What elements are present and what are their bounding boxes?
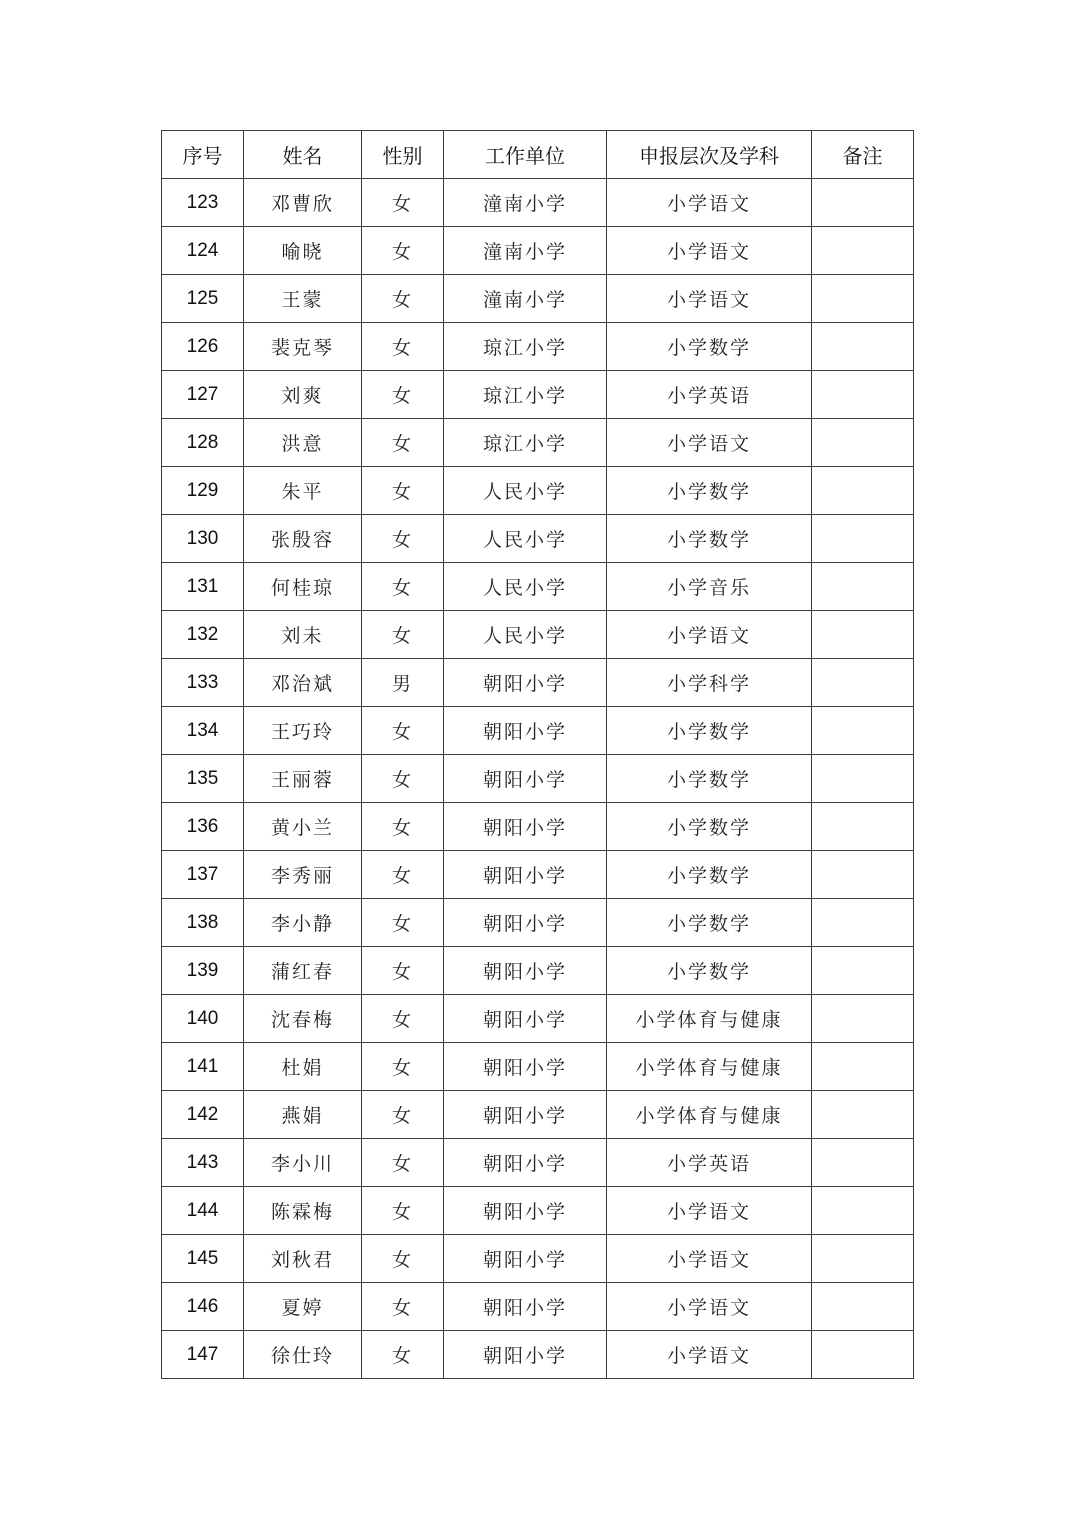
cell-name: 燕娟 [244,1091,362,1139]
cell-serial-number: 129 [162,467,244,515]
table-row [162,995,914,1043]
cell-level-subject: 小学数学 [607,947,812,995]
cell-remarks [812,227,914,275]
cell-serial-number: 132 [162,611,244,659]
header-row [162,131,914,179]
header-name: 姓名 [244,131,362,179]
table-body [162,179,914,1379]
header-level-subject: 申报层次及学科 [607,131,812,179]
cell-work-unit: 朝阳小学 [444,707,607,755]
cell-gender: 女 [362,371,444,419]
cell-remarks [812,1043,914,1091]
cell-level-subject: 小学语文 [607,1187,812,1235]
cell-gender: 女 [362,179,444,227]
cell-gender: 女 [362,755,444,803]
cell-work-unit: 朝阳小学 [444,947,607,995]
header-serial-number: 序号 [162,131,244,179]
cell-serial-number: 126 [162,323,244,371]
cell-name: 王巧玲 [244,707,362,755]
cell-gender: 女 [362,995,444,1043]
cell-gender: 女 [362,1091,444,1139]
cell-work-unit: 人民小学 [444,467,607,515]
cell-remarks [812,947,914,995]
cell-work-unit: 朝阳小学 [444,1235,607,1283]
cell-name: 邓治斌 [244,659,362,707]
cell-level-subject: 小学数学 [607,707,812,755]
cell-work-unit: 朝阳小学 [444,1331,607,1379]
table-row [162,947,914,995]
cell-work-unit: 人民小学 [444,563,607,611]
cell-work-unit: 人民小学 [444,611,607,659]
table-row [162,851,914,899]
cell-level-subject: 小学体育与健康 [607,1043,812,1091]
cell-level-subject: 小学英语 [607,1139,812,1187]
cell-name: 李小静 [244,899,362,947]
table-row [162,275,914,323]
cell-serial-number: 124 [162,227,244,275]
cell-remarks [812,803,914,851]
cell-serial-number: 127 [162,371,244,419]
cell-gender: 女 [362,611,444,659]
cell-serial-number: 136 [162,803,244,851]
cell-name: 刘爽 [244,371,362,419]
cell-name: 朱平 [244,467,362,515]
cell-gender: 女 [362,707,444,755]
cell-remarks [812,659,914,707]
header-work-unit: 工作单位 [444,131,607,179]
cell-gender: 女 [362,803,444,851]
cell-level-subject: 小学语文 [607,179,812,227]
cell-name: 何桂琼 [244,563,362,611]
cell-remarks [812,275,914,323]
table-row [162,899,914,947]
cell-level-subject: 小学语文 [607,611,812,659]
cell-level-subject: 小学数学 [607,467,812,515]
table-row [162,1283,914,1331]
cell-gender: 女 [362,1235,444,1283]
cell-work-unit: 朝阳小学 [444,1283,607,1331]
cell-level-subject: 小学数学 [607,515,812,563]
cell-name: 沈春梅 [244,995,362,1043]
cell-level-subject: 小学语文 [607,1331,812,1379]
cell-level-subject: 小学英语 [607,371,812,419]
cell-name: 张殷容 [244,515,362,563]
cell-level-subject: 小学数学 [607,755,812,803]
cell-gender: 女 [362,419,444,467]
table-row [162,611,914,659]
table-row [162,1091,914,1139]
table-row [162,227,914,275]
cell-remarks [812,1091,914,1139]
cell-level-subject: 小学数学 [607,803,812,851]
cell-gender: 女 [362,899,444,947]
table-row [162,419,914,467]
cell-serial-number: 138 [162,899,244,947]
cell-serial-number: 141 [162,1043,244,1091]
cell-level-subject: 小学数学 [607,899,812,947]
cell-work-unit: 潼南小学 [444,227,607,275]
cell-serial-number: 137 [162,851,244,899]
cell-remarks [812,611,914,659]
cell-level-subject: 小学语文 [607,1283,812,1331]
table-row [162,755,914,803]
cell-name: 夏婷 [244,1283,362,1331]
cell-gender: 女 [362,1187,444,1235]
cell-serial-number: 130 [162,515,244,563]
cell-name: 王丽蓉 [244,755,362,803]
cell-remarks [812,467,914,515]
cell-level-subject: 小学音乐 [607,563,812,611]
table-row [162,1043,914,1091]
cell-work-unit: 潼南小学 [444,275,607,323]
cell-name: 刘未 [244,611,362,659]
cell-level-subject: 小学语文 [607,419,812,467]
table-row [162,1235,914,1283]
cell-gender: 女 [362,1331,444,1379]
table-row [162,467,914,515]
cell-work-unit: 朝阳小学 [444,1091,607,1139]
cell-name: 王蒙 [244,275,362,323]
cell-gender: 女 [362,1043,444,1091]
table-row [162,179,914,227]
cell-remarks [812,1187,914,1235]
cell-level-subject: 小学语文 [607,1235,812,1283]
cell-serial-number: 133 [162,659,244,707]
cell-remarks [812,179,914,227]
cell-remarks [812,707,914,755]
cell-gender: 女 [362,515,444,563]
cell-serial-number: 143 [162,1139,244,1187]
cell-remarks [812,1235,914,1283]
cell-remarks [812,755,914,803]
teacher-roster-table [161,130,914,1379]
table-row [162,563,914,611]
cell-remarks [812,1283,914,1331]
cell-work-unit: 朝阳小学 [444,899,607,947]
cell-level-subject: 小学科学 [607,659,812,707]
cell-level-subject: 小学语文 [607,227,812,275]
cell-name: 陈霖梅 [244,1187,362,1235]
cell-work-unit: 琼江小学 [444,419,607,467]
cell-serial-number: 131 [162,563,244,611]
cell-gender: 女 [362,275,444,323]
cell-work-unit: 朝阳小学 [444,1043,607,1091]
cell-remarks [812,419,914,467]
cell-gender: 女 [362,851,444,899]
header-remarks: 备注 [812,131,914,179]
cell-remarks [812,515,914,563]
cell-gender: 女 [362,1139,444,1187]
cell-name: 邓曹欣 [244,179,362,227]
cell-gender: 女 [362,323,444,371]
cell-serial-number: 134 [162,707,244,755]
cell-level-subject: 小学体育与健康 [607,995,812,1043]
table-row [162,1187,914,1235]
cell-serial-number: 139 [162,947,244,995]
table-row [162,803,914,851]
cell-remarks [812,563,914,611]
cell-work-unit: 人民小学 [444,515,607,563]
cell-name: 刘秋君 [244,1235,362,1283]
cell-serial-number: 128 [162,419,244,467]
table-row [162,707,914,755]
cell-work-unit: 朝阳小学 [444,659,607,707]
cell-remarks [812,995,914,1043]
cell-gender: 女 [362,1283,444,1331]
cell-work-unit: 朝阳小学 [444,1187,607,1235]
cell-level-subject: 小学体育与健康 [607,1091,812,1139]
cell-gender: 女 [362,227,444,275]
cell-name: 李秀丽 [244,851,362,899]
cell-remarks [812,371,914,419]
cell-serial-number: 142 [162,1091,244,1139]
cell-name: 洪意 [244,419,362,467]
cell-name: 徐仕玲 [244,1331,362,1379]
cell-work-unit: 琼江小学 [444,371,607,419]
cell-name: 杜娟 [244,1043,362,1091]
cell-work-unit: 琼江小学 [444,323,607,371]
table-row [162,1331,914,1379]
cell-work-unit: 朝阳小学 [444,803,607,851]
cell-serial-number: 140 [162,995,244,1043]
cell-name: 裴克琴 [244,323,362,371]
cell-gender: 女 [362,563,444,611]
table-row [162,1139,914,1187]
table-row [162,659,914,707]
cell-gender: 女 [362,467,444,515]
cell-gender: 女 [362,947,444,995]
cell-remarks [812,899,914,947]
cell-name: 蒲红春 [244,947,362,995]
cell-remarks [812,851,914,899]
cell-name: 喻晓 [244,227,362,275]
cell-level-subject: 小学语文 [607,275,812,323]
table-row [162,323,914,371]
cell-gender: 男 [362,659,444,707]
cell-remarks [812,323,914,371]
cell-work-unit: 潼南小学 [444,179,607,227]
cell-serial-number: 144 [162,1187,244,1235]
cell-level-subject: 小学数学 [607,323,812,371]
table-row [162,515,914,563]
cell-work-unit: 朝阳小学 [444,755,607,803]
cell-work-unit: 朝阳小学 [444,1139,607,1187]
cell-name: 黄小兰 [244,803,362,851]
cell-serial-number: 146 [162,1283,244,1331]
cell-serial-number: 147 [162,1331,244,1379]
cell-serial-number: 145 [162,1235,244,1283]
cell-serial-number: 123 [162,179,244,227]
cell-name: 李小川 [244,1139,362,1187]
table-row [162,371,914,419]
cell-work-unit: 朝阳小学 [444,851,607,899]
cell-remarks [812,1139,914,1187]
cell-serial-number: 135 [162,755,244,803]
cell-work-unit: 朝阳小学 [444,995,607,1043]
cell-level-subject: 小学数学 [607,851,812,899]
cell-serial-number: 125 [162,275,244,323]
cell-remarks [812,1331,914,1379]
header-gender: 性别 [362,131,444,179]
